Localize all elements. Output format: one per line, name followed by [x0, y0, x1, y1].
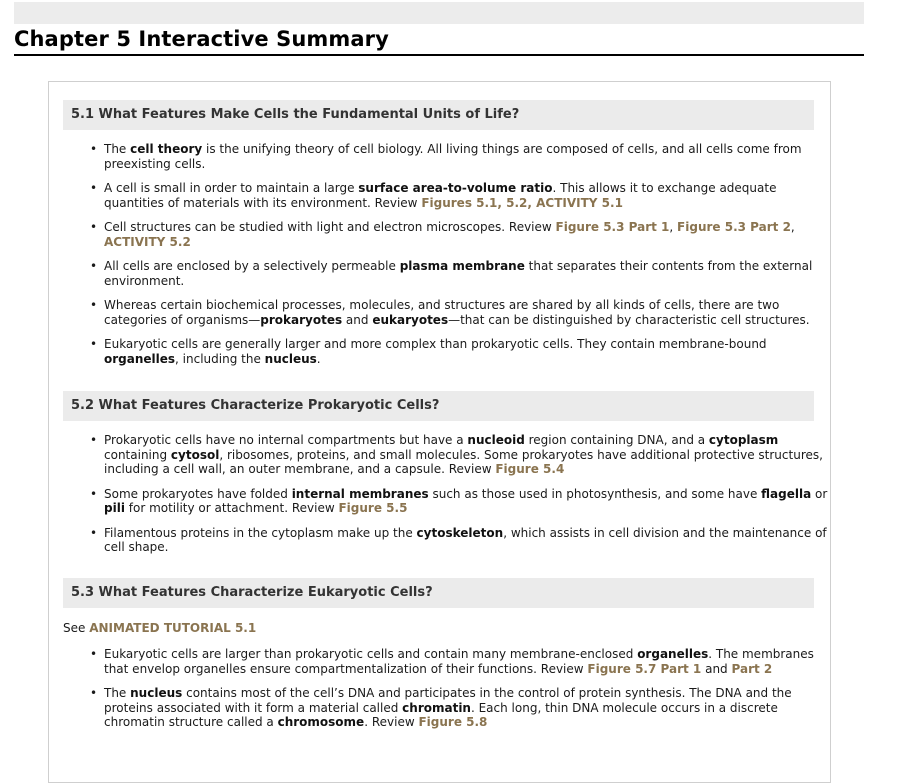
- key-term: surface area-to-volume ratio: [358, 181, 553, 195]
- review-link-figure-5-3-part-1[interactable]: Figure 5.3 Part 1: [555, 220, 670, 234]
- list-item: • Cell structures can be studied with light and electron microscopes. Review Figure 5.3 Part 1, Figure 5.3 Part 2, ACTIVITY 5.2: [104, 220, 836, 249]
- list-item: • Prokaryotic cells have no internal compartments but have a nucleoid region containing DNA, and a cytoplasm containing cytosol, ribosomes, proteins, and small molecules. Some prokaryotes have additional protective structures, including a cell wall, an outer membrane, and a capsule. Review Figure 5.4: [104, 433, 836, 477]
- review-link-activity-5-2[interactable]: ACTIVITY 5.2: [104, 234, 191, 249]
- review-link-figures-5-1[interactable]: Figures 5.1, 5.2, ACTIVITY 5.1: [421, 195, 623, 210]
- key-term: organelles: [637, 647, 709, 661]
- section-heading-5-3: 5.3 What Features Characterize Eukaryotic Cells?: [63, 578, 814, 608]
- list-item: • Filamentous proteins in the cytoplasm make up the cytoskeleton, which assists in cell division and the maintenance of cell shape.: [104, 526, 836, 555]
- key-term: pili: [104, 501, 125, 515]
- page-title: Chapter 5 Interactive Summary: [14, 27, 864, 56]
- review-link-figure-5-5[interactable]: Figure 5.5: [338, 501, 408, 515]
- top-banner-bar: [14, 2, 864, 24]
- list-item: • The cell theory is the unifying theory of cell biology. All living things are composed of cells, and all cells come from preexisting cells.: [104, 142, 836, 171]
- list-item: • Eukaryotic cells are generally larger and more complex than prokaryotic cells. They contain membrane-bound organelles, including the nucleus.: [104, 337, 836, 366]
- key-term: nucleus: [264, 351, 317, 366]
- review-link-figure-5-4[interactable]: Figure 5.4: [495, 462, 565, 476]
- review-link-part-2[interactable]: Part 2: [731, 661, 773, 676]
- list-item: • A cell is small in order to maintain a large surface area-to-volume ratio. This allows it to exchange adequate quantities of materials with its environment. Review Figures 5.1, 5.2, ACTIVITY 5.1: [104, 181, 836, 210]
- list-item: • The nucleus contains most of the cell’s DNA and participates in the control of protein synthesis. The DNA and the proteins associated with it form a material called chromatin. Each long, thin DNA molecule occurs in a discrete chromatin structure called a chromosome. Review Figure 5.8: [104, 686, 836, 730]
- section-heading-5-1: 5.1 What Features Make Cells the Fundamental Units of Life?: [63, 100, 814, 130]
- see-also-line: See ANIMATED TUTORIAL 5.1: [63, 621, 257, 635]
- key-term: prokaryotes: [260, 312, 343, 327]
- key-term: nucleoid: [467, 433, 525, 447]
- list-item: • All cells are enclosed by a selectively permeable plasma membrane that separates their contents from the external environment.: [104, 259, 836, 288]
- key-term: eukaryotes: [372, 312, 449, 327]
- key-term: chromosome: [277, 715, 365, 729]
- list-item: • Eukaryotic cells are larger than prokaryotic cells and contain many membrane-enclosed organelles. The membranes that envelop organelles ensure compartmentalization of their functions. Review Figure 5.7 Part 1 and Part 2: [104, 647, 836, 676]
- review-link-figure-5-7-part-1[interactable]: Figure 5.7 Part 1: [587, 661, 702, 676]
- key-term: organelles: [104, 351, 176, 366]
- list-item: • Whereas certain biochemical processes, molecules, and structures are shared by all kinds of cells, there are two categories of organisms—prokaryotes and eukaryotes—that can be distinguished by characteristic cell structures.: [104, 298, 836, 327]
- key-term: nucleus: [130, 686, 183, 700]
- key-term: internal membranes: [291, 486, 429, 501]
- section-5-2-list: [84, 433, 836, 565]
- section-heading-5-2: 5.2 What Features Characterize Prokaryotic Cells?: [63, 391, 814, 421]
- key-term: flagella: [761, 486, 812, 501]
- key-term: plasma membrane: [399, 259, 525, 273]
- review-link-figure-5-8[interactable]: Figure 5.8: [418, 715, 488, 729]
- key-term: cell theory: [130, 142, 203, 156]
- key-term: cytosol: [170, 447, 220, 462]
- review-link-figure-5-3-part-2[interactable]: Figure 5.3 Part 2: [677, 220, 791, 234]
- key-term: cytoskeleton: [416, 525, 504, 540]
- key-term: cytoplasm: [708, 433, 779, 447]
- section-5-3-list: [84, 647, 836, 740]
- list-item: • Some prokaryotes have folded internal membranes such as those used in photosynthesis, and some have flagella or pili for motility or attachment. Review Figure 5.5: [104, 487, 836, 516]
- key-term: chromatin: [402, 700, 471, 715]
- section-5-1-list: [84, 142, 836, 376]
- animated-tutorial-link[interactable]: ANIMATED TUTORIAL 5.1: [89, 621, 257, 635]
